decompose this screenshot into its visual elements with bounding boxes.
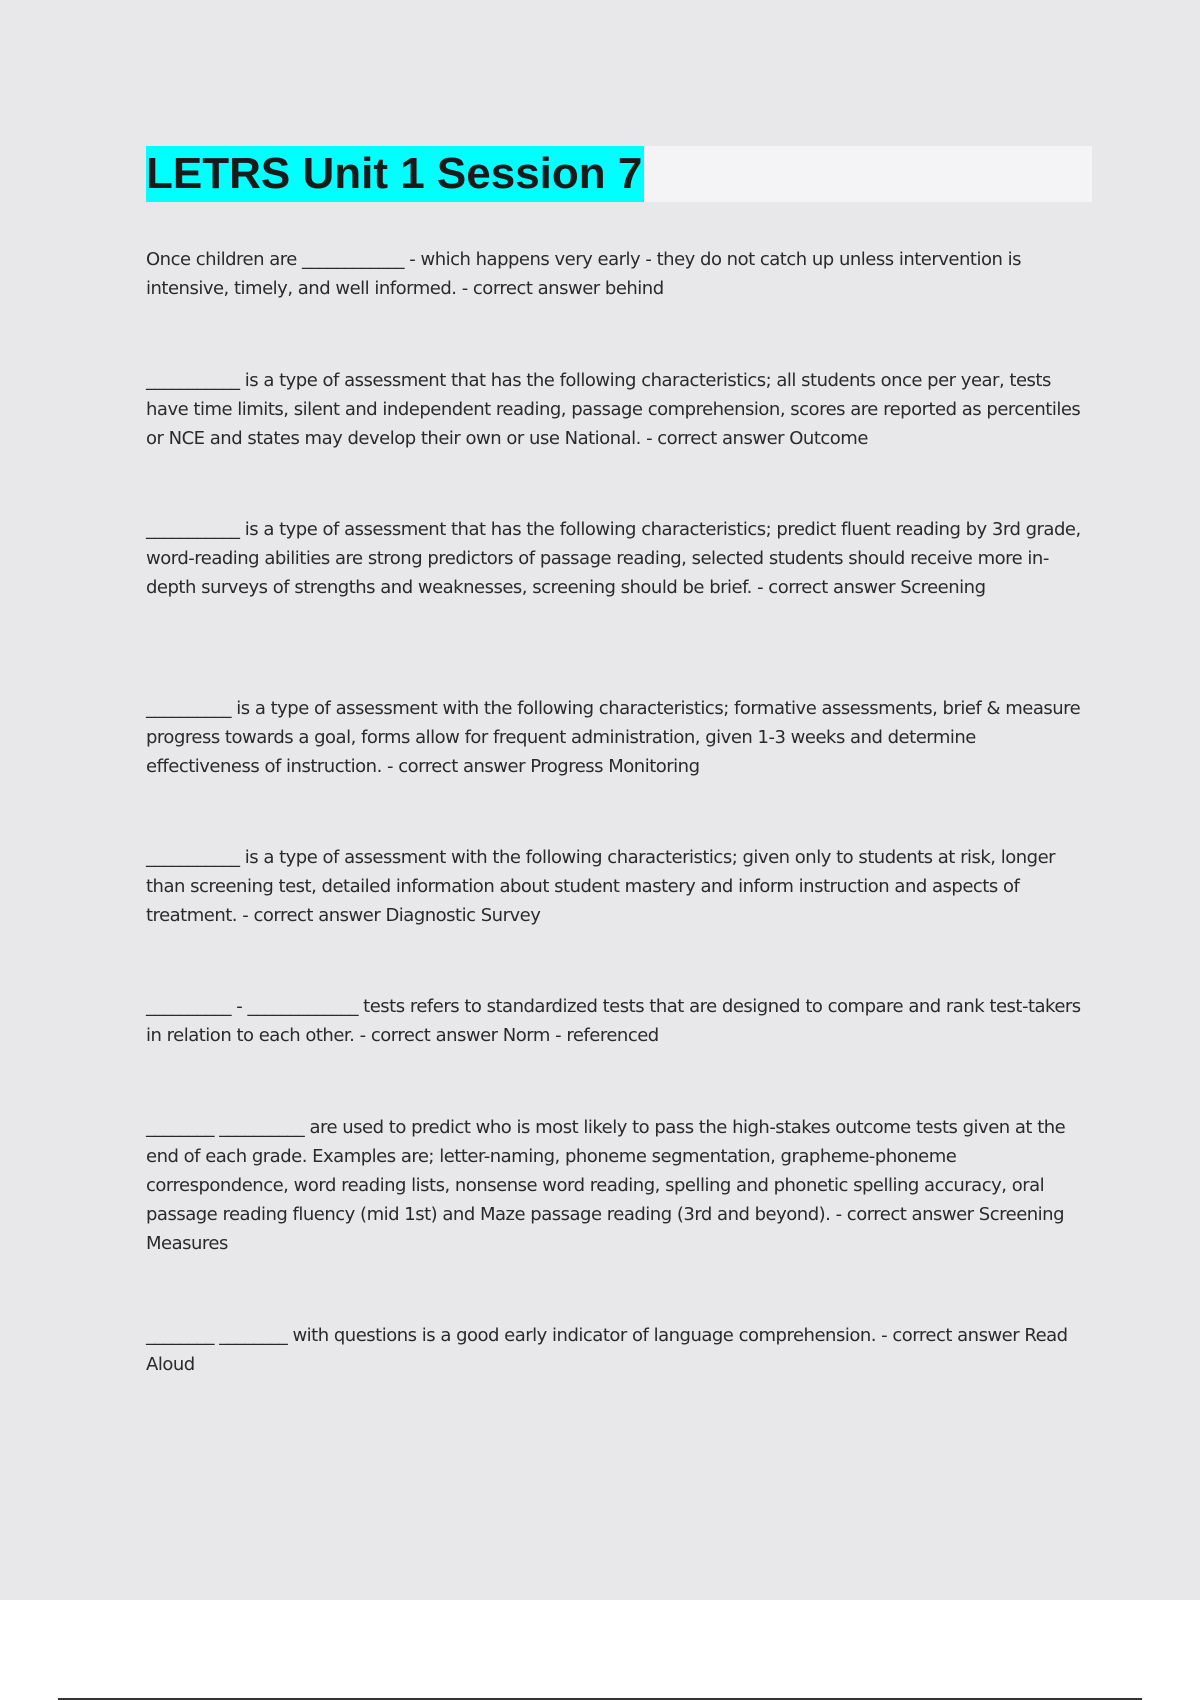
qa-item-1: Once children are ____________ - which happens very early - they do not catch up unless intervention is intensive, timely, and well informed. - correct answer behind xyxy=(146,249,1021,299)
qa-item-5: ___________ is a type of assessment with the following characteristics; given only to students at risk, longer than screening test, detailed information about student mastery and inform instruction and aspects of treatment. - correct answer Diagnostic Survey xyxy=(146,847,1056,926)
qa-item-6: __________ - _____________ tests refers to standardized tests that are designed to compare and rank test-takers in relation to each other. - correct answer Norm - referenced xyxy=(146,996,1081,1046)
document-title: LETRS Unit 1 Session 7 xyxy=(146,146,644,202)
qa-item-2: ___________ is a type of assessment that has the following characteristics; all students once per year, tests have time limits, silent and independent reading, passage comprehension, scores are reported as percentiles or NCE and states may develop their own or use National. - correct answer Outcome xyxy=(146,370,1081,449)
qa-item-7: ________ __________ are used to predict who is most likely to pass the high-stakes outcome tests given at the end of each grade. Examples are; letter-naming, phoneme segmentation, grapheme-phoneme correspondence, word reading lists, nonsense word reading, spelling and phonetic spelling accuracy, oral passage reading fluency (mid 1st) and Maze passage reading (3rd and beyond). - correct answer Screening Measures xyxy=(146,1117,1066,1254)
qa-item-8: ________ ________ with questions is a good early indicator of language comprehension. - correct answer Read Aloud xyxy=(146,1325,1068,1375)
qa-item-3: ___________ is a type of assessment that has the following characteristics; predict fluent reading by 3rd grade, word-reading abilities are strong predictors of passage reading, selected students should receive more in-depth surveys of strengths and weaknesses, screening should be brief. - correct answer Screening xyxy=(146,519,1081,598)
qa-item-4: __________ is a type of assessment with the following characteristics; formative assessments, brief & measure progress towards a goal, forms allow for frequent administration, given 1-3 weeks and determine effectiveness of instruction. - correct answer Progress Monitoring xyxy=(146,698,1081,777)
